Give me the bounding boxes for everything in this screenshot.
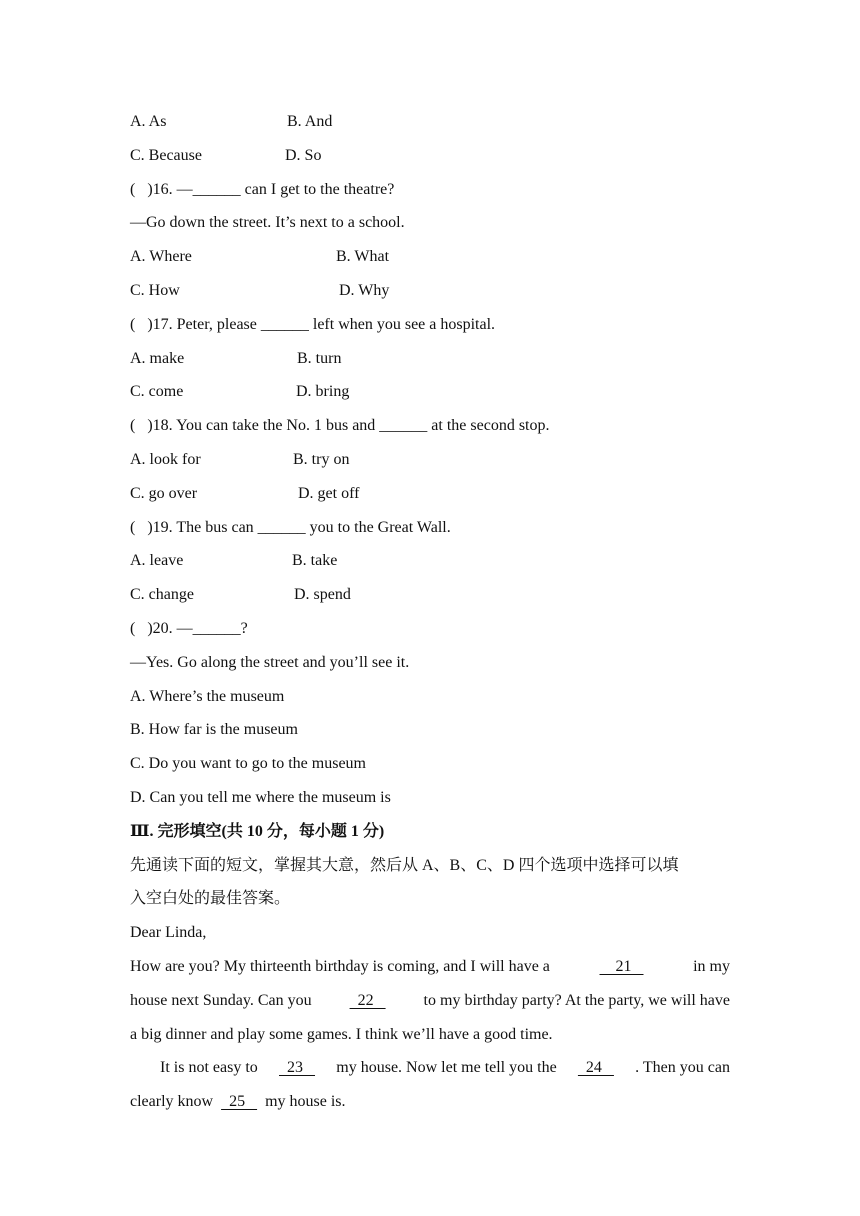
- option-a: A. make: [130, 349, 185, 367]
- passage-text: . Then you can: [635, 1059, 730, 1077]
- option-c: C. come: [130, 383, 184, 401]
- instruction-line: 先通读下面的短文，掌握其大意，然后从 A、B、C、D 四个选项中选择可以填: [130, 856, 679, 874]
- question-20-stem: ( )20. —______?: [130, 619, 248, 637]
- option-d: D. So: [285, 146, 322, 164]
- option-c: C. go over: [130, 484, 198, 502]
- passage-line: [130, 1051, 730, 1085]
- passage-text: house next Sunday. Can you: [130, 991, 312, 1009]
- option-a: A. leave: [130, 552, 184, 570]
- passage-text: How are you? My thirteenth birthday is coming, and I will have a: [130, 957, 550, 975]
- passage-text: It is not easy to: [160, 1059, 258, 1077]
- option-a: A. Where: [130, 248, 192, 266]
- question-20-reply: —Yes. Go along the street and you’ll see it.: [130, 653, 410, 671]
- passage-line: [130, 984, 730, 1018]
- letter-greeting: Dear Linda,: [130, 924, 207, 942]
- options-row: [130, 105, 730, 139]
- option-c: C. Because: [130, 146, 202, 164]
- blank-22: 22: [349, 991, 386, 1009]
- option-b: B. And: [287, 113, 333, 130]
- options-row: [130, 477, 730, 511]
- option-b: B. What: [336, 248, 390, 266]
- option-b: B. turn: [297, 349, 342, 367]
- option-b: B. try on: [293, 450, 350, 468]
- passage-line: [130, 950, 730, 984]
- option-a: A. Where’s the museum: [130, 687, 285, 705]
- option-c: C. change: [130, 586, 194, 604]
- blank-21: 21: [599, 957, 644, 975]
- option-d: D. Why: [339, 281, 390, 299]
- option-a: A. look for: [130, 450, 201, 468]
- passage-text: clearly know: [130, 1093, 214, 1111]
- blank-23: 23: [279, 1059, 316, 1077]
- options-row: [130, 342, 730, 376]
- options-row: [130, 139, 730, 173]
- document-page: [130, 105, 730, 1119]
- question-16-reply: —Go down the street. It’s next to a school.: [130, 214, 405, 232]
- instruction-line: 入空白处的最佳答案。: [130, 890, 291, 908]
- question-16-stem: ( )16. —______ can I get to the theatre?: [130, 180, 395, 198]
- option-d: D. Can you tell me where the museum is: [130, 788, 391, 806]
- option-c: C. How: [130, 281, 180, 299]
- options-row: [130, 544, 730, 578]
- option-c: C. Do you want to go to the museum: [130, 755, 366, 773]
- passage-text: my house is.: [265, 1093, 346, 1111]
- passage-line: [130, 1085, 730, 1119]
- option-b: B. How far is the museum: [130, 721, 298, 739]
- passage-text: in my: [693, 957, 730, 975]
- blank-24: 24: [577, 1059, 614, 1077]
- passage-text: my house. Now let me tell you the: [336, 1059, 557, 1077]
- question-18-stem: ( )18. You can take the No. 1 bus and ______ at the second stop.: [130, 417, 550, 435]
- options-row: [130, 443, 730, 477]
- option-d: D. bring: [296, 383, 350, 401]
- blank-25: 25: [221, 1093, 258, 1111]
- passage-line: a big dinner and play some games. I think we’ll have a good time.: [130, 1025, 553, 1043]
- question-17-stem: ( )17. Peter, please ______ left when you see a hospital.: [130, 315, 496, 333]
- passage-text: to my birthday party? At the party, we will have: [423, 991, 730, 1009]
- options-row: [130, 274, 730, 308]
- option-b: B. take: [292, 552, 338, 570]
- section-heading: Ⅲ. 完形填空(共 10 分，每小题 1 分): [130, 822, 385, 840]
- option-d: D. spend: [294, 586, 351, 604]
- options-row: [130, 375, 730, 409]
- option-a: A. As: [130, 113, 167, 130]
- options-row: [130, 240, 730, 274]
- options-row: [130, 578, 730, 612]
- option-d: D. get off: [298, 484, 360, 502]
- question-19-stem: ( )19. The bus can ______ you to the Great Wall.: [130, 518, 451, 536]
